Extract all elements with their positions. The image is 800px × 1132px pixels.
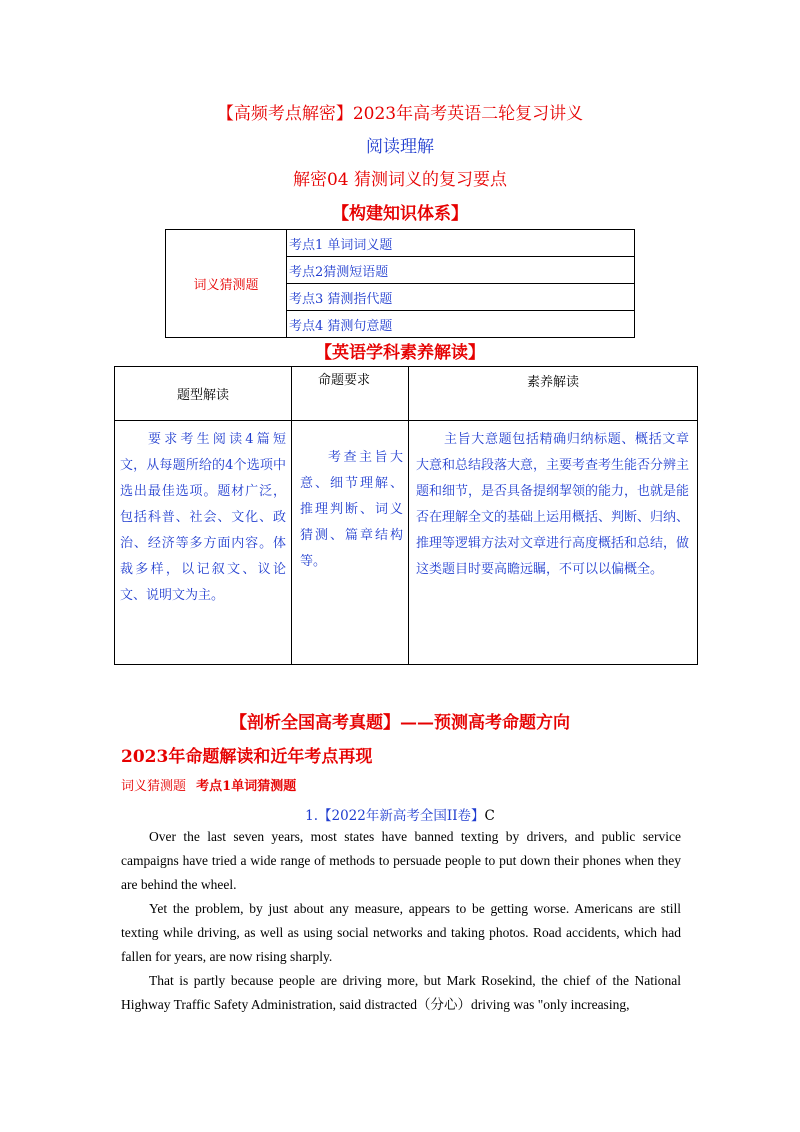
topic-label: 词义猜测题 [121, 779, 187, 794]
passage [121, 825, 681, 1017]
question-line [0, 804, 800, 824]
literacy-cell-type [115, 421, 292, 665]
knowledge-heading: 【构建知识体系】 [332, 204, 468, 224]
section-title: 解密04 猜测词义的复习要点 [292, 170, 508, 190]
analysis-subheading: 2023年命题解读和近年考点再现 [121, 747, 373, 767]
document-title: 【高频考点解密】2023年高考英语二轮复习讲义 [216, 104, 584, 124]
topic-point: 考点1单词猜测题 [196, 779, 297, 794]
knowledge-table [165, 229, 635, 338]
analysis-heading: 【剖析全国高考真题】——预测高考命题方向 [230, 713, 570, 733]
knowledge-category: 词义猜测题 [166, 230, 287, 338]
passage-paragraph-3: That is partly because people are driving more, but Mark Rosekind, the chief of the National Highway Traffic Safety Administration, said distracted（分心）driving was "only increasing, [121, 973, 681, 1012]
literacy-req-text: 考查主旨大意、细节理解、推理判断、词义猜测、篇章结构等。 [300, 450, 403, 569]
literacy-header-type: 题型解读 [115, 367, 292, 421]
literacy-header-literacy: 素养解读 [409, 367, 698, 421]
knowledge-item-4: 考点4 猜测句意题 [287, 311, 635, 338]
literacy-cell-literacy [409, 421, 698, 665]
knowledge-item-3: 考点3 猜测指代题 [287, 284, 635, 311]
literacy-table [114, 366, 698, 665]
knowledge-item-2: 考点2猜测短语题 [287, 257, 635, 284]
passage-paragraph-1: Over the last seven years, most states have banned texting by drivers, and public service campaigns have tried a wide range of methods to persuade people to put down their phones when they are behind the wheel. [121, 829, 681, 892]
document-subtitle: 阅读理解 [366, 137, 434, 157]
question-source: 1.【2022年新高考全国II卷】 [305, 808, 485, 824]
question-answer: C [484, 808, 495, 824]
passage-paragraph-2: Yet the problem, by just about any measure, appears to be getting worse. Americans are still texting while driving, as well as using social networks and taking photos. Road accidents, which had fallen for years, are now rising sharply. [121, 901, 681, 964]
literacy-heading: 【英语学科素养解读】 [315, 343, 485, 363]
literacy-type-text: 要求考生阅读4篇短文，从每题所给的4个选项中选出最佳选项。题材广泛，包括科普、社会、文化、政治、经济等多方面内容。体裁多样，以记叙文、议论文、说明文为主。 [120, 432, 286, 603]
literacy-cell-req [292, 421, 409, 665]
knowledge-item-1: 考点1 单词词义题 [287, 230, 635, 257]
literacy-text: 主旨大意题包括精确归纳标题、概括文章大意和总结段落大意，主要考查考生能否分辨主题和细节，是否具备提纲挈领的能力，也就是能否在理解全文的基础上运用概括、判断、归纳、推理等逻辑方法对文章进行高度概括和总结，做这类题目时要高瞻远瞩，不可以以偏概全。 [416, 432, 690, 577]
topic-line [121, 775, 296, 794]
literacy-header-req: 命题要求 [292, 367, 409, 421]
